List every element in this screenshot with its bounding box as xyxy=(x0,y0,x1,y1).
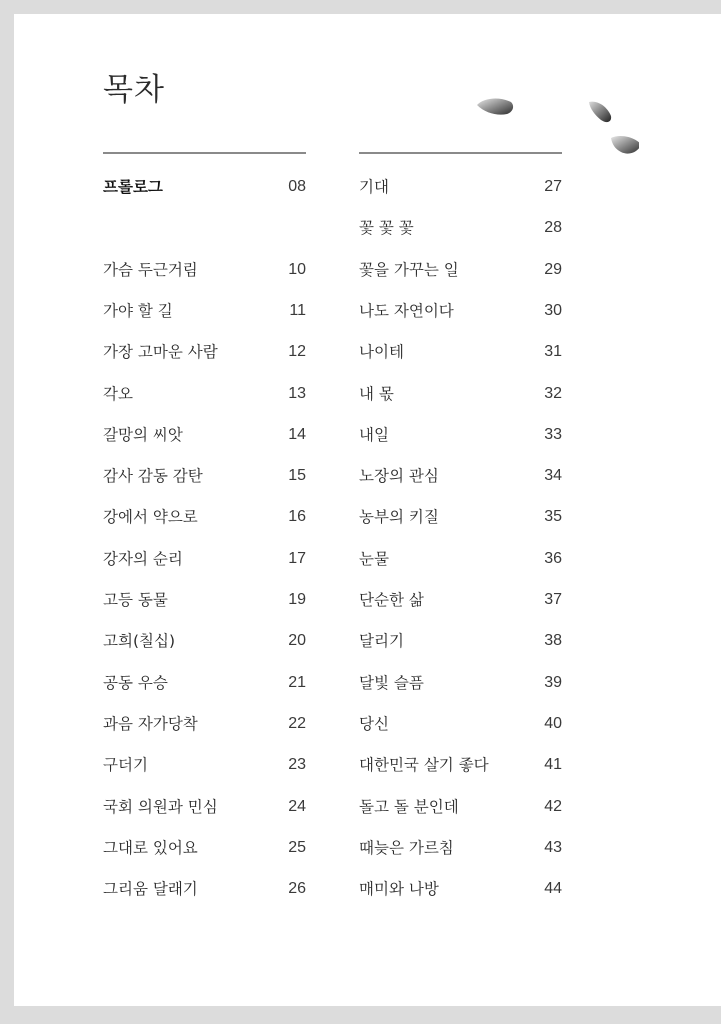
toc-entry-page-number: 12 xyxy=(288,343,306,361)
toc-entry-page-number: 15 xyxy=(288,467,306,485)
toc-entry-page-number: 19 xyxy=(288,591,306,608)
toc-entry[interactable] xyxy=(103,713,306,735)
toc-entry[interactable] xyxy=(103,589,306,611)
toc-entry-page-number: 21 xyxy=(288,673,306,691)
toc-entry[interactable] xyxy=(359,589,562,611)
toc-entry-title: 갈망의 씨앗 xyxy=(103,425,183,444)
toc-entry-title: 내일 xyxy=(359,425,389,444)
toc-entry-title: 각오 xyxy=(103,384,133,403)
toc-entry-page-number: 35 xyxy=(544,508,562,526)
toc-entry-page-number: 38 xyxy=(544,632,562,650)
toc-entry-title: 나이테 xyxy=(359,343,404,362)
toc-entry[interactable] xyxy=(103,465,306,487)
toc-entry[interactable] xyxy=(359,341,562,363)
toc-entry-page-number: 36 xyxy=(544,549,562,567)
toc-page xyxy=(14,14,721,1006)
toc-entry[interactable] xyxy=(359,548,562,570)
toc-entry-title: 고등 동물 xyxy=(103,591,168,609)
toc-entry[interactable] xyxy=(359,217,562,239)
toc-entry-title: 돌고 돌 분인데 xyxy=(359,797,459,816)
toc-entry[interactable] xyxy=(359,837,562,859)
toc-entry-page-number: 10 xyxy=(288,260,306,278)
toc-entry-page-number: 39 xyxy=(544,673,562,691)
toc-entry-page-number: 16 xyxy=(288,508,306,526)
toc-entry[interactable] xyxy=(103,424,306,446)
toc-left-column xyxy=(103,152,306,899)
toc-entry[interactable] xyxy=(103,796,306,818)
toc-entry-page-number: 34 xyxy=(544,467,562,485)
toc-entry[interactable] xyxy=(359,383,562,405)
toc-entry-title: 감사 감동 감탄 xyxy=(103,467,203,486)
toc-entry[interactable] xyxy=(103,878,306,900)
toc-entry-page-number: 17 xyxy=(288,549,306,567)
toc-entry-page-number: 30 xyxy=(544,301,562,319)
toc-entry-title: 노장의 관심 xyxy=(359,467,439,486)
toc-entry-title: 가야 할 길 xyxy=(103,301,173,320)
toc-entry-page-number: 25 xyxy=(288,838,306,856)
toc-entry-page-number: 20 xyxy=(288,632,306,650)
toc-entry[interactable] xyxy=(359,796,562,818)
toc-entry[interactable] xyxy=(103,383,306,405)
toc-entry[interactable] xyxy=(103,672,306,694)
toc-entry-page-number: 43 xyxy=(544,838,562,856)
toc-entry-page-number: 27 xyxy=(544,178,562,195)
toc-entry[interactable] xyxy=(359,424,562,446)
toc-entry[interactable] xyxy=(359,176,562,198)
toc-entry[interactable] xyxy=(103,300,306,322)
toc-entry-title: 프롤로그 xyxy=(103,178,163,196)
toc-entry[interactable] xyxy=(359,506,562,528)
toc-entry-title: 꽃 꽃 꽃 xyxy=(359,219,414,238)
toc-entry-title: 내 몫 xyxy=(359,384,394,403)
toc-entry-title: 과음 자가당착 xyxy=(103,714,198,733)
toc-entry-title: 그리움 달래기 xyxy=(103,880,198,899)
toc-entry-page-number: 23 xyxy=(288,756,306,774)
toc-entry-title: 구더기 xyxy=(103,756,148,775)
toc-entry-page-number: 33 xyxy=(544,425,562,443)
toc-entry[interactable] xyxy=(359,754,562,776)
toc-entry-title: 단순한 삶 xyxy=(359,591,424,609)
toc-entry-page-number: 31 xyxy=(544,343,562,361)
toc-entry[interactable] xyxy=(103,548,306,570)
toc-entry[interactable] xyxy=(359,672,562,694)
toc-entry-page-number: 40 xyxy=(544,714,562,732)
toc-entry-page-number: 14 xyxy=(288,425,306,443)
feather-2 xyxy=(589,102,611,122)
toc-entry-title: 기대 xyxy=(359,178,389,196)
toc-entry-page-number: 42 xyxy=(544,797,562,815)
toc-entry-page-number: 41 xyxy=(544,756,562,774)
toc-entry-title: 가장 고마운 사람 xyxy=(103,343,218,362)
toc-entry[interactable] xyxy=(103,506,306,528)
toc-entry[interactable] xyxy=(359,713,562,735)
toc-entry[interactable] xyxy=(359,878,562,900)
toc-entry-title: 그대로 있어요 xyxy=(103,838,198,857)
toc-entry-title: 농부의 키질 xyxy=(359,508,439,527)
toc-entry[interactable] xyxy=(359,259,562,281)
toc-entry-title: 매미와 나방 xyxy=(359,880,439,899)
toc-entry[interactable] xyxy=(103,630,306,652)
toc-entry-page-number: 22 xyxy=(288,714,306,732)
toc-entry[interactable] xyxy=(103,176,306,198)
toc-entry[interactable] xyxy=(359,630,562,652)
left-divider xyxy=(103,152,306,154)
toc-entry-title: 달리기 xyxy=(359,632,404,651)
toc-entry-title: 때늦은 가르침 xyxy=(359,838,454,857)
toc-entry[interactable] xyxy=(103,259,306,281)
toc-entry-title: 꽃을 가꾸는 일 xyxy=(359,260,459,279)
feather-1 xyxy=(477,98,513,114)
toc-entry[interactable] xyxy=(359,465,562,487)
toc-entry-page-number: 29 xyxy=(544,260,562,278)
toc-entry-page-number: 24 xyxy=(288,797,306,815)
toc-entry-title: 당신 xyxy=(359,714,389,733)
toc-entry[interactable] xyxy=(103,341,306,363)
toc-entry-page-number: 08 xyxy=(288,178,306,195)
page-title: 목차 xyxy=(103,72,165,108)
toc-entry-title: 가슴 두근거림 xyxy=(103,260,198,279)
toc-entry-title: 국회 의원과 민심 xyxy=(103,797,218,816)
toc-entry-title: 공동 우승 xyxy=(103,673,168,692)
toc-entry-page-number: 13 xyxy=(288,384,306,402)
toc-entry-title: 대한민국 살기 좋다 xyxy=(359,756,489,775)
toc-entry[interactable] xyxy=(103,837,306,859)
toc-entry-page-number: 44 xyxy=(544,880,562,898)
toc-entry-page-number: 26 xyxy=(288,880,306,898)
feather-illustration xyxy=(469,80,639,160)
toc-entry[interactable] xyxy=(103,754,306,776)
toc-entry-title: 나도 자연이다 xyxy=(359,301,454,320)
toc-right-column xyxy=(359,152,562,899)
toc-entry-page-number: 37 xyxy=(544,591,562,608)
right-divider xyxy=(359,152,562,154)
toc-entry-title: 강에서 약으로 xyxy=(103,508,198,527)
toc-entry-title: 고희(칠십) xyxy=(103,632,175,651)
toc-entry-page-number: 32 xyxy=(544,384,562,402)
toc-entry-title: 강자의 순리 xyxy=(103,549,183,568)
toc-entry-page-number: 28 xyxy=(544,219,562,237)
feather-3 xyxy=(611,136,639,154)
toc-entry-title: 눈물 xyxy=(359,549,389,568)
toc-entry[interactable] xyxy=(359,300,562,322)
toc-entry-page-number: 11 xyxy=(289,301,306,319)
toc-entry-title: 달빛 슬픔 xyxy=(359,673,424,692)
